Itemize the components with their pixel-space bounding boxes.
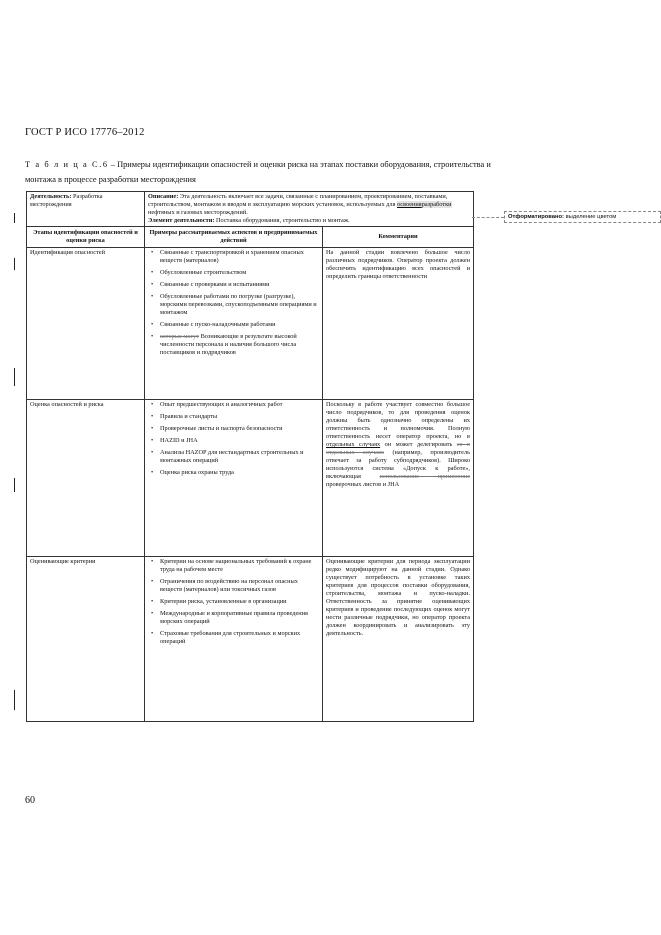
description-label: Описание: — [148, 193, 179, 200]
comment-text: (например, производитель отвечает за работу субподрядчиков). Широко используются система «Допуск к работе», включающая — [326, 449, 470, 480]
list-item: • Связанные с пуско-наладочными работами — [160, 321, 319, 329]
change-bar — [14, 690, 15, 710]
comment-cell: На данной стадии вовлечено большое число различных подрядчиков. Оператор проекта должен обеспечить идентификацию всех опасностей и определить границы ответственности — [323, 248, 474, 400]
comment-connector — [472, 217, 504, 218]
list-item: • Анализы HAZOP для нестандартных строительных и монтажных операций — [160, 449, 319, 465]
description-cell — [145, 192, 474, 227]
table-header-row — [27, 227, 474, 248]
list-item-text: Возникающие в результате высокой численности персонала и наличия большого числа поставщиков и подрядчиков — [160, 333, 297, 356]
table-row — [27, 400, 474, 557]
aspects-list — [148, 401, 319, 477]
comment-text: проверочных листов и JHA — [326, 481, 400, 488]
list-item: • Ограничения по воздействию на персонал опасных веществ (материалов) или токсичных газов — [160, 578, 319, 594]
change-bar — [14, 478, 15, 492]
list-item — [160, 333, 319, 357]
list-item: • Оценка риска охраны труда — [160, 469, 319, 477]
description-deleted: освоения — [397, 201, 422, 208]
deleted-text: использование применение — [379, 473, 471, 480]
change-bar — [14, 213, 15, 223]
list-item: • Обусловленные строительством — [160, 269, 319, 277]
table-caption-label: Т а б л и ц а С.6 — [25, 160, 109, 169]
change-bar — [14, 258, 15, 270]
stage-cell: Оценка опасностей и риска — [27, 400, 145, 557]
change-bar — [14, 368, 15, 386]
element-value: Поставка оборудования, строительство и монтаж. — [214, 217, 350, 224]
list-item: • Связанные с транспортировкой и хранением опасных веществ (материалов) — [160, 249, 319, 265]
list-item: • Связанные с проверками и испытаниями — [160, 281, 319, 289]
list-item: • Критерии на основе национальных требований к охране труда на рабочем месте — [160, 558, 319, 574]
aspects-list — [148, 558, 319, 646]
list-item: • Обусловленные работами по погрузке (разгрузке), морскими перевозками, спускоподъемными операциями и монтажом — [160, 293, 319, 317]
list-item: • Страховые требования для строительных и морских операций — [160, 630, 319, 646]
list-item: • Критерии риска, установленные в организации — [160, 598, 319, 606]
comment-text: он может делегировать — [380, 441, 457, 448]
list-item: • Проверочные листы и паспорта безопасности — [160, 425, 319, 433]
balloon-label: Отформатировано: — [508, 214, 564, 220]
aspects-cell — [145, 248, 323, 400]
description-inserted: разработки — [421, 201, 452, 208]
formatting-comment-balloon[interactable] — [504, 211, 661, 223]
element-label: Элемент деятельности: — [148, 217, 215, 224]
activity-value: Разработка месторождения — [30, 193, 103, 208]
deleted-text: ее в отдельных случаях — [326, 441, 471, 456]
table-caption — [25, 157, 495, 187]
list-item: • HAZID и JHA — [160, 437, 319, 445]
hazard-table — [26, 191, 474, 722]
description-text: Эта деятельность включает все задачи, связанные с планированием, проектированием, поставками, строительством, монтажом и вводом в эксплуатацию морских установок, используемых для — [148, 193, 448, 208]
inserted-text: отдельных случаях — [326, 441, 381, 448]
column-header-comments: Комментарии — [323, 227, 474, 248]
deleted-text: которые могут — [160, 333, 199, 340]
list-item: • Международные и корпоративные правила проведения морских операций — [160, 610, 319, 626]
comment-cell: Оценивающие критерии для периода эксплуатации редко модифицируют на данной стадии. Однако существует потребность в установке таких критериев для процессов поставки оборудования, строительства, монтажа и пуско-наладки. Ответственность за принятие оценивающих критериев и проведение последующих оценок могут нести различные подрядчики, но оператор проекта должен координировать и анализировать эту деятельность. — [323, 557, 474, 722]
column-header-aspects: Примеры рассматриваемых аспектов и предпринимаемых действий — [145, 227, 323, 248]
list-item: • Правила и стандарты — [160, 413, 319, 421]
activity-cell — [27, 192, 145, 227]
balloon-value: выделение цветом — [563, 214, 617, 220]
comment-text: Поскольку в работе участвует совместно большое число подрядчиков, то для проведения оценок должны быть однозначно определены их ответственность и полномочия. Полную ответственность несет оператор проекта, но в — [326, 401, 470, 440]
document-header: ГОСТ Р ИСО 17776–2012 — [25, 127, 145, 138]
list-item: • Опыт предшествующих и аналогичных работ — [160, 401, 319, 409]
table-row — [27, 557, 474, 722]
column-header-stage: Этапы идентификации опасностей и оценки риска — [27, 227, 145, 248]
stage-cell: Идентификация опасностей — [27, 248, 145, 400]
stage-cell: Оценивающие критерии — [27, 557, 145, 722]
comment-cell — [323, 400, 474, 557]
page-number: 60 — [25, 795, 35, 806]
activity-label: Деятельность: — [30, 193, 72, 200]
aspects-cell — [145, 557, 323, 722]
description-text-end: нефтяных и газовых месторождений. — [148, 209, 248, 216]
table-caption-title: – Примеры идентификации опасностей и оценки риска на этапах поставки оборудования, строительства и монтажа в процессе разработки месторождения — [25, 160, 491, 184]
table-activity-row — [27, 192, 474, 227]
aspects-cell — [145, 400, 323, 557]
aspects-list — [148, 249, 319, 357]
table-row — [27, 248, 474, 400]
